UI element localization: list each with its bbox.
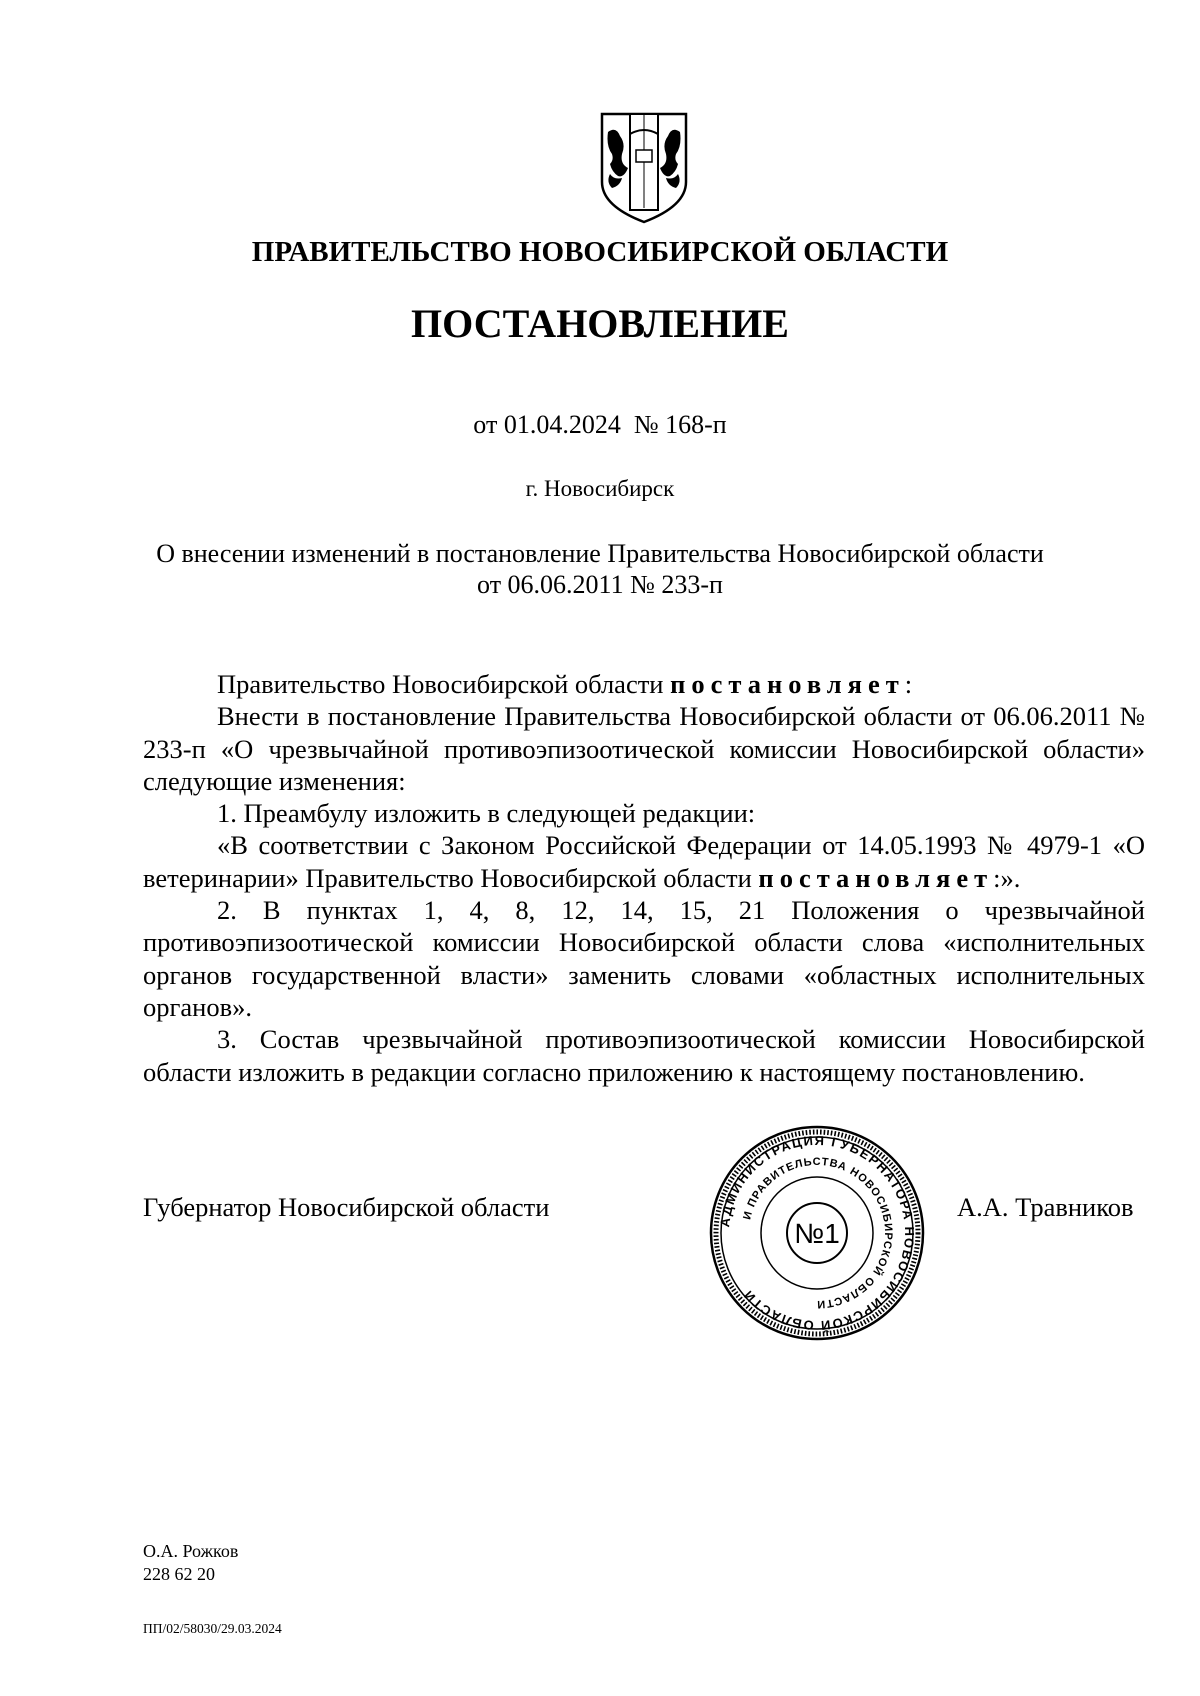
keyword-resolves-quoted: постановляет (758, 862, 994, 893)
seal-outer-text: АДМИНИСТРАЦИЯ ГУБЕРНАТОРА НОВОСИБИРСКОЙ ОБЛАСТИ (717, 1132, 918, 1334)
document-title-line-1: О внесении изменений в постановление Правительства Новосибирской области (156, 539, 1044, 568)
document-title-line-2: от 06.06.2011 № 233-п (477, 570, 723, 599)
signatory-name: А.А. Травников (957, 1192, 1134, 1222)
signatory-title: Губернатор Новосибирской области (143, 1192, 550, 1222)
body-paragraph-3: 3. Состав чрезвычайной противоэпизоотической комиссии Новосибирской области изложить в редакции согласно приложению к настоящему постановлению. (143, 1024, 1145, 1087)
executor-name: О.А. Рожков (143, 1541, 239, 1561)
document-title (0, 538, 1200, 600)
executor-phone: 228 62 20 (143, 1564, 215, 1584)
organization-name: ПРАВИТЕЛЬСТВО НОВОСИБИРСКОЙ ОБЛАСТИ (251, 236, 949, 268)
seal-number: №1 (794, 1218, 840, 1249)
body-paragraph-amend: Внести в постановление Правительства Новосибирской области от 06.06.2011 № 233-п «О чрезвычайной противоэпизоотической комиссии Новосибирской области» следующие изменения: (143, 701, 1145, 796)
body-paragraph-resolves: Правительство Новосибирской области постановляет: (217, 669, 913, 699)
document-body (143, 668, 1145, 1088)
body-paragraph-preamble: «В соответствии с Законом Российской Федерации от 14.05.1993 № 4979-1 «О ветеринарии» Правительство Новосибирской области постановляет:». (143, 830, 1145, 893)
coat-of-arms-emblem (600, 112, 688, 224)
executor-info (143, 1540, 238, 1586)
document-type: ПОСТАНОВЛЕНИЕ (411, 301, 789, 346)
body-paragraph-2: 2. В пунктах 1, 4, 8, 12, 14, 15, 21 Положения о чрезвычайной противоэпизоотической комиссии Новосибирской области слова «исполнительных органов государственной власти» заменить словами «областных исполнительных органов». (143, 895, 1145, 1022)
body-paragraph-1: 1. Преамбулу изложить в следующей редакции: (217, 798, 756, 829)
seal-inner-text: И ПРАВИТЕЛЬСТВА НОВОСИБИРСКОЙ ОБЛАСТИ (741, 1155, 895, 1311)
document-date-number: от 01.04.2024 № 168-п (473, 410, 727, 439)
official-seal-stamp (706, 1122, 928, 1344)
registration-number: ПП/02/58030/29.03.2024 (143, 1621, 282, 1636)
keyword-resolves: постановляет (670, 669, 905, 699)
document-city: г. Новосибирск (525, 476, 675, 501)
